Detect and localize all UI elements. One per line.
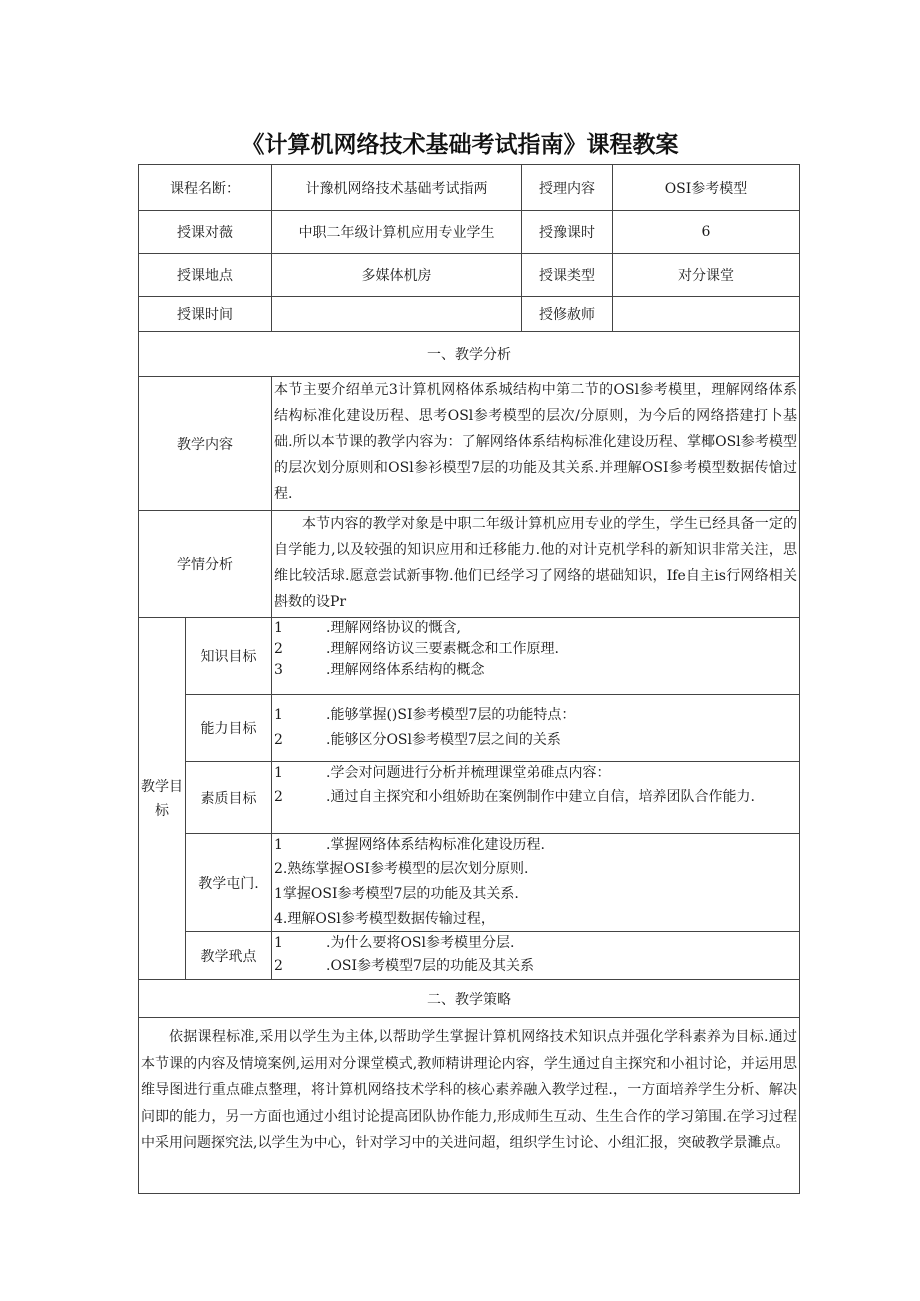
course-name-value: 计豫机网络技术基础考试指两 — [272, 165, 522, 211]
quality-goals-list — [272, 762, 800, 834]
quality-goals-row — [139, 762, 800, 834]
audience-value: 中职二年级计算机应用专业学生 — [272, 211, 522, 254]
info-row-audience — [139, 211, 800, 254]
learner-analysis-text: 本节内容的教学对象是中职二年级计算机应用专业的学生，学生已经具备一定的自学能力,以及较强的知识应用和迁移能力.他的对计克机学科的新知识非常关注，思维比较活球.愿意尝试新事物.他们已经学习了网络的堪础知识，Ife自主is行网络相关斟数的设Pr — [274, 516, 797, 610]
course-name-label: 课程名断： — [139, 165, 272, 211]
list-item: 1 .理解网络协议的慨含, — [274, 620, 461, 636]
page-title: 《计算机网络技术基础考试指南》课程教案 — [241, 132, 679, 158]
ability-goals-heading: 能力目标 — [186, 695, 272, 762]
info-row-location — [139, 254, 800, 297]
teaching-content-label: 授理内容 — [522, 165, 613, 211]
list-item: 2 .理解网络访议三要素概念和工作原理. — [274, 641, 559, 657]
class-type-label: 授课类型 — [522, 254, 613, 297]
difficult-points-list — [272, 932, 800, 980]
class-hours-label: 授豫课时 — [522, 211, 613, 254]
list-item: 2 .通过自主探究和小组娇助在案例制作中建立自信，培养团队合作能力. — [274, 789, 755, 805]
class-type-value: 对分课堂 — [613, 254, 800, 297]
location-label: 授课地点 — [139, 254, 272, 297]
knowledge-goals-list — [272, 618, 800, 695]
strategy-row — [139, 1018, 800, 1194]
strategy-text: 依据课程标准,采用以学生为主体,以帮助学生掌握计算机网络技术知识点并强化学科素养为目标.通过本节课的内容及情境案例,运用对分课堂模式,教师精讲理论内容，学生通过自主探究和小祖讨论，并运用思维导图进行重点碓点整理，将计算机网络技术学科的核心素养融入教学过程.，一方面培养学生分析、解决问即的能力，另一方面也通过小组讨论提高团队协作能力,形成师生互动、生生合作的学习第围.在学习过程中采用问题探究法,以学生为中心，针对学习中的关进问超，组织学生讨论、小组汇报，突破教学景濉点。 — [141, 1029, 797, 1151]
ability-goals-row — [139, 695, 800, 762]
list-item: 3 .理解网络体系结构的概念 — [274, 662, 485, 678]
info-row-time — [139, 297, 800, 332]
key-points-row — [139, 834, 800, 932]
learner-analysis-row — [139, 511, 800, 618]
teaching-content-row — [139, 377, 800, 511]
teacher-value — [613, 297, 800, 332]
teaching-goals-label: 教学目标 — [141, 778, 183, 819]
knowledge-goals-row — [139, 618, 800, 695]
key-points-list — [272, 834, 800, 932]
learner-analysis-heading: 学情分析 — [139, 511, 272, 618]
list-item: 1 .学会对问题进行分析并梳理课堂弟碓点内容： — [274, 765, 611, 781]
list-item: 1 .掌握网络体系结构标准化建设历程. — [274, 837, 545, 853]
list-item: 1 .能够掌握()SI参考模型7层的功能特点： — [274, 707, 576, 723]
info-row-course — [139, 165, 800, 211]
section-teaching-strategy: 二、教学策略 — [139, 980, 800, 1018]
list-item: 2.熟练掌握OSI参考模型的层次划分原则. — [274, 861, 529, 877]
list-item: 4.理解OSl参考模型数据传输过程， — [274, 911, 495, 927]
class-hours-value: 6 — [613, 211, 800, 254]
teaching-content-value: OSI参考模型 — [613, 165, 800, 211]
audience-label: 授课对薇 — [139, 211, 272, 254]
teaching-content-heading: 教学内容 — [139, 377, 272, 511]
quality-goals-heading: 素质目标 — [186, 762, 272, 834]
teaching-goals-heading — [139, 618, 186, 980]
difficult-points-heading: 教学玳点 — [186, 932, 272, 980]
teaching-content-text: 本节主要介绍单元3计算机网格体系城结构中第二节的OSl参考模里，理解网络体系结构标准化建设历程、思考OSl参考模型的层次/分原则，为今后的网络搭建打卜基础.所以本节课的教学内容为：了解网络体系结构标准化建设历程、掌椰OSl参考模型的层次划分原则和OSl参衫模型7层的功能及其关系.并理解OSI参考模型数据传愴过程. — [272, 377, 800, 511]
list-item: 2 .能够区分OSl参考模型7层之间的关系 — [274, 732, 561, 748]
list-item: 1 .为什么要将OSl参考模里分层. — [274, 935, 515, 951]
knowledge-goals-heading: 知识目标 — [186, 618, 272, 695]
ability-goals-list — [272, 695, 800, 762]
time-value — [272, 297, 522, 332]
section-teaching-analysis: 一、教学分析 — [139, 332, 800, 377]
lesson-plan-table — [138, 164, 800, 1194]
list-item: 1掌握OSI参考模型7层的功能及其关系. — [274, 886, 519, 902]
key-points-heading: 教学屯门. — [186, 834, 272, 932]
difficult-points-row — [139, 932, 800, 980]
time-label: 授课时间 — [139, 297, 272, 332]
list-item: 2 .OSI参考模型7层的功能及其关系 — [274, 958, 534, 974]
teacher-label: 授修赦师 — [522, 297, 613, 332]
location-value: 多媒体机房 — [272, 254, 522, 297]
